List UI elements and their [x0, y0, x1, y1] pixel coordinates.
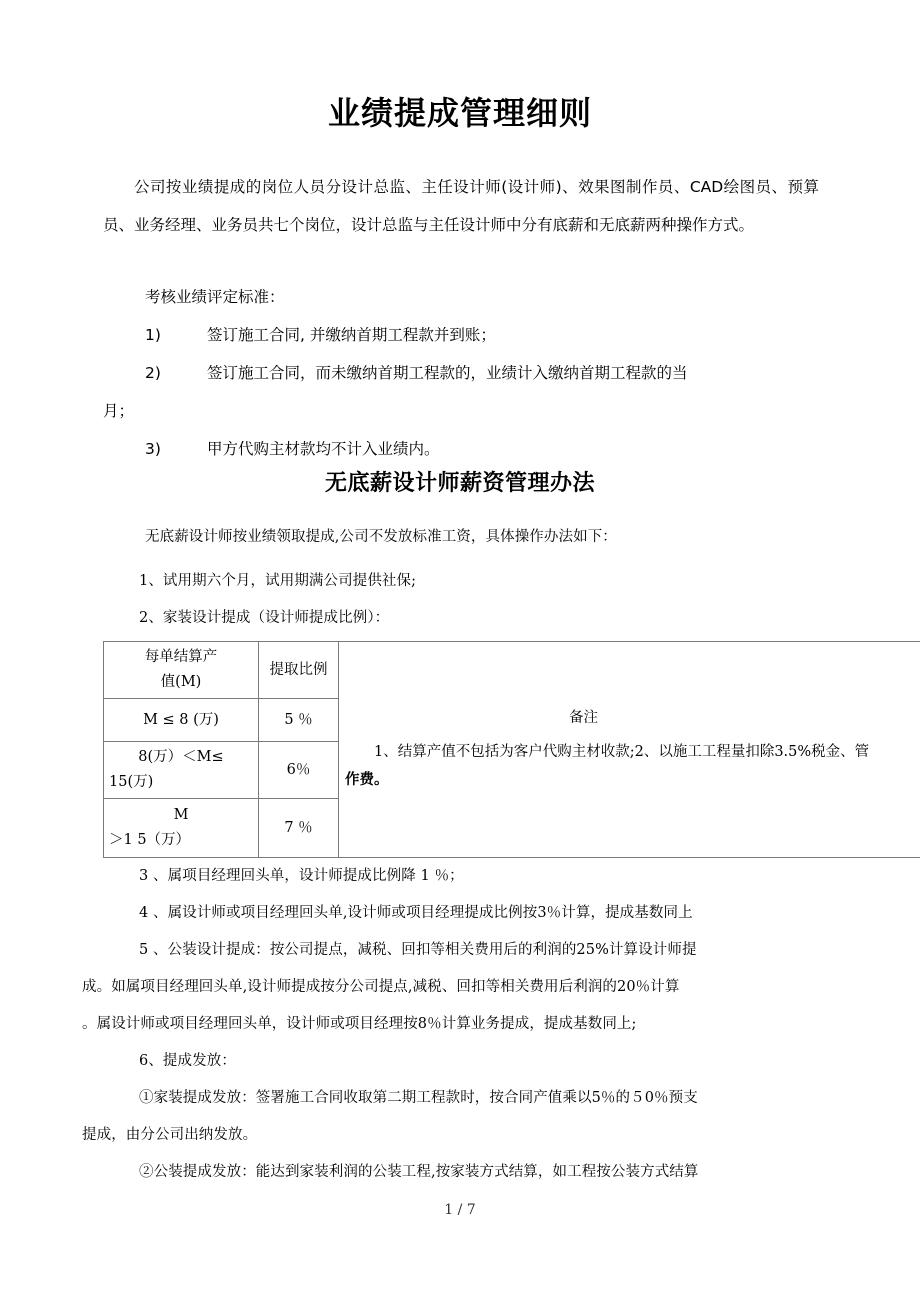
note-6a-line1: ①家装提成发放：签署施工合同收取第二期工程款时，按合同产值乘以5％的５0％预支	[139, 1090, 698, 1106]
table-cell-range-text: M	[173, 807, 189, 823]
table-cell-range	[104, 799, 259, 858]
list-item	[145, 362, 688, 384]
list-item	[145, 324, 496, 346]
list-item-continuation: 月；	[103, 402, 135, 420]
table-header-rate-text: 提取比例	[269, 661, 328, 678]
note-5-line2: 成。如属项目经理回头单,设计师提成按分公司提点,减税、回扣等相关费用后利润的20％计算	[82, 979, 680, 995]
table-cell-rate-text: 6％	[286, 761, 311, 778]
table-header-remark: 备注	[569, 710, 598, 726]
criteria-label: 考核业绩评定标准：	[145, 288, 285, 306]
table-remark-line1: 1、结算产值不包括为客户代购主材收款;2、以施工工程量扣除3.5%税金、管	[374, 744, 870, 760]
table-cell-rate-text: 7 ％	[284, 819, 313, 836]
table-remark-cell	[339, 642, 920, 858]
table-cell-range-wrapper	[104, 800, 258, 856]
list-text: 签订施工合同, 并缴纳首期工程款并到账；	[207, 326, 496, 344]
table-cell-rate	[259, 742, 339, 799]
list-marker: 3)	[145, 440, 161, 458]
note-6a-line2: 提成，由分公司出纳发放。	[82, 1127, 258, 1143]
note-6b-line1: ②公装提成发放：能达到家装利润的公装工程,按家装方式结算，如工程按公装方式结算	[139, 1164, 699, 1180]
list-text: 签订施工合同，而未缴纳首期工程款的，业绩计入缴纳首期工程款的当	[207, 364, 688, 382]
table-cell-range	[104, 742, 259, 799]
note-5-line3: 。属设计师或项目经理回头单，设计师或项目经理按8％计算业务提成，提成基数同上;	[82, 1016, 637, 1032]
page-number: 1 / 7	[444, 1202, 476, 1218]
intro-paragraph: 公司按业绩提成的岗位人员分设计总监、主任设计师(设计师)、效果图制作员、CAD绘图员、预算员、业务经理、业务员共七个岗位，设计总监与主任设计师中分有底薪和无底薪两种操作方式。	[103, 178, 819, 234]
table-cell-range-text: M ≤ 8 (万)	[143, 711, 219, 728]
list-marker: 2)	[145, 364, 161, 382]
table-remark-text	[339, 735, 920, 797]
section-lead: 无底薪设计师按业绩领取提成,公司不发放标准工资，具体操作办法如下：	[145, 529, 617, 545]
section-heading: 无底薪设计师薪资管理办法	[324, 471, 595, 496]
commission-table	[103, 641, 920, 858]
note-6: 6、提成发放：	[139, 1053, 236, 1069]
list-marker: 1)	[145, 326, 161, 344]
table-header-output-value	[104, 642, 259, 699]
page-title: 业绩提成管理细则	[327, 94, 592, 132]
table-cell-range	[104, 699, 259, 742]
section-item-2: 2、家装设计提成（设计师提成比例）：	[139, 610, 390, 626]
table-header-output-value-line1: 每单结算产	[144, 649, 218, 665]
table-cell-range-text2: ＞1 5（万）	[109, 832, 191, 848]
table-header-rate	[259, 642, 339, 699]
table-cell-range-text: 8(万）＜M≤	[138, 749, 224, 765]
table-remark-line2: 作费。	[345, 771, 389, 788]
table-cell-rate	[259, 699, 339, 742]
table-cell-range-wrapper	[104, 742, 258, 798]
table-cell-range-text2: 15(万)	[109, 774, 154, 790]
section-item-1: 1、试用期六个月，试用期满公司提供社保;	[139, 573, 417, 589]
note-3: 3 、属项目经理回头单，设计师提成比例降 1 ％；	[139, 868, 464, 884]
table-cell-rate	[259, 799, 339, 858]
note-5-line1: 5 、公装设计提成：按公司提点，减税、回扣等相关费用后的利润的25%计算设计师提	[139, 942, 697, 958]
list-item	[145, 438, 440, 460]
table-header-output-value-line2: 值(M)	[160, 674, 202, 690]
list-text: 甲方代购主材款均不计入业绩内。	[207, 440, 440, 458]
table-header-row	[104, 642, 920, 699]
note-4: 4 、属设计师或项目经理回头单,设计师或项目经理提成比例按3％计算，提成基数同上	[139, 905, 693, 921]
table-cell-rate-text: 5 ％	[284, 711, 313, 728]
